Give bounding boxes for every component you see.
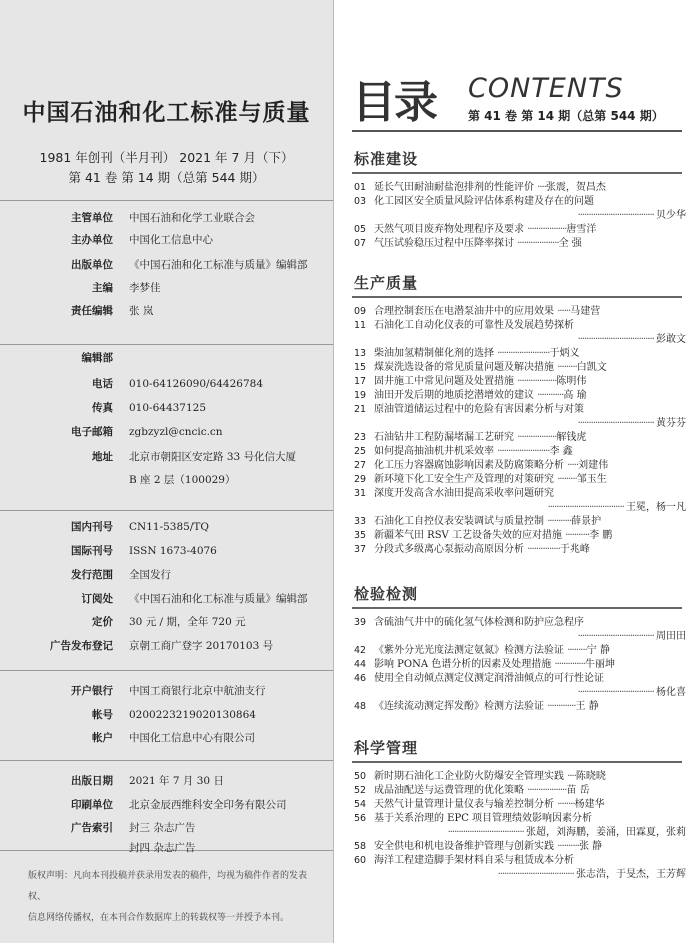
toc-entry[interactable] xyxy=(354,770,686,784)
info-row xyxy=(0,543,333,559)
leader-dots: ············ xyxy=(537,390,564,401)
article-title: 石油钻井工程防漏堵漏工艺研究 xyxy=(374,432,518,443)
info-label: 国际刊号 xyxy=(71,545,113,557)
info-row xyxy=(0,638,333,654)
leader-dots: ··································· xyxy=(577,687,656,698)
article-author: 张震，贺昌杰 xyxy=(545,182,606,193)
info-row xyxy=(0,472,333,488)
article-title: 海洋工程建造脚手架材料自采与租赁成本分析 xyxy=(374,855,574,866)
article-author: 苗 岳 xyxy=(566,785,590,796)
page-number: 09 xyxy=(354,306,367,317)
toc-entry[interactable] xyxy=(354,431,686,445)
toc-entry[interactable] xyxy=(354,181,686,195)
article-author: 解钱虎 xyxy=(556,432,587,443)
divider xyxy=(333,0,334,943)
notice-line: 信息网络传播权，在本刊合作数据库上的转载权等一并授予本刊。 xyxy=(28,913,290,923)
info-label: 出版单位 xyxy=(71,259,113,271)
leader-dots: ·········· xyxy=(557,841,579,852)
article-author: 邹玉生 xyxy=(576,474,607,485)
info-value: CN11-5385/TQ xyxy=(129,521,210,533)
info-value: 李梦佳 xyxy=(129,282,161,294)
toc-entry[interactable] xyxy=(354,319,686,333)
page-number: 17 xyxy=(354,376,367,387)
info-row xyxy=(0,280,333,296)
leader-dots: ··············· xyxy=(527,544,560,555)
page-number: 44 xyxy=(354,659,367,670)
info-row xyxy=(0,567,333,583)
info-label: 电话 xyxy=(92,378,113,390)
info-row xyxy=(0,257,333,273)
article-author-line xyxy=(578,417,686,431)
divider xyxy=(0,670,333,671)
article-author: 张志浩，于旻杰，王芳辉 xyxy=(576,869,686,880)
toc-entry[interactable] xyxy=(354,798,686,812)
leader-dots: ··································· xyxy=(577,631,656,642)
article-author: 宁 静 xyxy=(586,645,610,656)
leader-dots: ·················· xyxy=(527,224,567,235)
article-author: 全 强 xyxy=(558,238,582,249)
article-author: 牛丽坤 xyxy=(584,659,615,670)
toc-entry[interactable] xyxy=(354,195,686,209)
article-author: 周田田 xyxy=(656,631,686,642)
article-author: 王 静 xyxy=(575,701,599,712)
leader-dots: ··································· xyxy=(577,418,656,429)
page-number: 23 xyxy=(354,432,367,443)
article-title: 影响 PONA 色谱分析的因素及处理措施 xyxy=(374,659,555,670)
article-title: 《紫外分光光度法测定氨氮》检测方法验证 xyxy=(374,645,568,656)
leader-dots: ···· xyxy=(537,182,546,193)
article-title: 化工园区安全质量风险评估体系构建及存在的问题 xyxy=(374,196,594,207)
leader-dots: ··········· xyxy=(565,530,590,541)
article-title: 新疆苯气田 RSV 工艺设备失效的应对措施 xyxy=(374,530,566,541)
article-author: 于炳义 xyxy=(549,348,580,359)
info-row xyxy=(0,797,333,813)
page-number: 27 xyxy=(354,460,367,471)
article-author-line xyxy=(578,686,686,700)
leader-dots: ······ xyxy=(557,306,571,317)
leader-dots: ··································· xyxy=(497,869,576,880)
article-title: 原油管道储运过程中的危险有害因素分析与对策 xyxy=(374,404,584,415)
toc-entry[interactable] xyxy=(354,473,686,487)
article-author-line xyxy=(448,826,686,840)
toc-entry[interactable] xyxy=(354,672,686,686)
publication-line-1: 1981 年创刊（半月刊） 2021 年 7 月（下） xyxy=(39,150,294,165)
info-value: 中国化工信息中心 xyxy=(129,234,213,246)
info-row xyxy=(0,820,333,836)
info-value: 0200223219020130864 xyxy=(129,709,256,721)
article-author-line xyxy=(578,630,686,644)
page-number: 03 xyxy=(354,196,367,207)
page-number: 05 xyxy=(354,224,367,235)
info-value: 张 岚 xyxy=(129,305,154,317)
divider xyxy=(0,200,333,201)
article-author: 贝少华 xyxy=(656,210,686,221)
article-author: 白凯文 xyxy=(576,362,607,373)
article-title: 柴油加氢精制催化剂的选择 xyxy=(374,348,498,359)
leader-dots: ··································· xyxy=(447,827,526,838)
page-number: 35 xyxy=(354,530,367,541)
article-title: 含硫油气井中的硫化氢气体检测和防护应急程序 xyxy=(374,617,584,628)
leader-dots: ·················· xyxy=(527,785,567,796)
toc-entry[interactable] xyxy=(354,375,686,389)
info-label: 主管单位 xyxy=(71,212,113,224)
toc-entry[interactable] xyxy=(354,389,686,403)
article-author: 高 瑜 xyxy=(563,390,587,401)
info-label: 帐户 xyxy=(92,732,113,744)
toc-entry[interactable] xyxy=(354,854,686,868)
article-title: 新时期石油化工企业防火防爆安全管理实践 xyxy=(374,771,568,782)
page-number: 52 xyxy=(354,785,367,796)
leader-dots: ························ xyxy=(497,348,550,359)
section-title: 科学管理 xyxy=(354,739,419,757)
page-number: 56 xyxy=(354,813,367,824)
info-label: 出版日期 xyxy=(71,775,113,787)
leader-dots: ·············· xyxy=(554,659,585,670)
page-number: 11 xyxy=(354,320,367,331)
toc-entry[interactable] xyxy=(354,543,686,557)
section-divider xyxy=(352,172,682,174)
page-number: 58 xyxy=(354,841,367,852)
article-title: 天然气计量管理计量仪表与输差控制分析 xyxy=(374,799,558,810)
info-label: 帐号 xyxy=(92,709,113,721)
toc-entry[interactable] xyxy=(354,784,686,798)
info-value: 中国化工信息中心有限公司 xyxy=(129,732,255,744)
info-value: 北京市朝阳区安定路 33 号化信大厦 xyxy=(129,451,297,463)
info-label: 地址 xyxy=(92,451,113,463)
leader-dots: ···· xyxy=(567,771,576,782)
info-label: 电子邮箱 xyxy=(71,426,113,438)
info-value: 北京金辰西维科安全印务有限公司 xyxy=(129,799,287,811)
page-number: 31 xyxy=(354,488,367,499)
article-title: 气压试验稳压过程中压降率探讨 xyxy=(374,238,518,249)
article-author: 刘建伟 xyxy=(578,460,609,471)
magazine-title: 中国石油和化工标准与质量 xyxy=(22,99,311,126)
toc-entry[interactable] xyxy=(354,616,686,630)
section-divider xyxy=(352,296,682,298)
toc-entry[interactable] xyxy=(354,223,686,237)
page-number: 01 xyxy=(354,182,367,193)
page-number: 46 xyxy=(354,673,367,684)
leader-dots: ··································· xyxy=(547,502,626,513)
info-label: 广告发布登记 xyxy=(50,640,113,652)
article-author-line xyxy=(578,209,686,223)
article-title: 合理控制套压在电潜泵油井中的应用效果 xyxy=(374,306,558,317)
leader-dots: ·················· xyxy=(517,376,557,387)
info-label: 开户银行 xyxy=(71,685,113,697)
info-label: 印刷单位 xyxy=(71,799,113,811)
page-number: 07 xyxy=(354,238,367,249)
info-label: 编辑部 xyxy=(81,352,113,364)
toc-heading: 目录 xyxy=(352,77,436,128)
article-author: 李 鹏 xyxy=(589,530,613,541)
page-number: 50 xyxy=(354,771,367,782)
info-row xyxy=(0,350,333,366)
article-title: 油田开发后期的地质挖潜增效的建议 xyxy=(374,390,538,401)
leader-dots: ········· xyxy=(557,362,577,373)
info-value: B 座 2 层（100029） xyxy=(129,474,236,486)
toc-entry[interactable] xyxy=(354,237,686,251)
info-value: 《中国石油和化工标准与质量》编辑部 xyxy=(129,259,308,271)
info-label: 传真 xyxy=(92,402,113,414)
toc-entry[interactable] xyxy=(354,700,686,714)
divider xyxy=(0,760,333,761)
section-divider xyxy=(352,761,682,763)
article-title: 天然气项目废弃物处理程序及要求 xyxy=(374,224,528,235)
article-title: 化工压力容器腐蚀影响因素及防腐策略分析 xyxy=(374,460,568,471)
info-row xyxy=(0,683,333,699)
article-title: 基于关系治理的 EPC 项目管理绩效影响因素分析 xyxy=(374,813,593,824)
article-author: 王冕，杨一凡 xyxy=(626,502,686,513)
page-number: 29 xyxy=(354,474,367,485)
article-title: 分段式多级离心泵振动高原因分析 xyxy=(374,544,528,555)
info-label: 订阅处 xyxy=(81,593,113,605)
info-value: 2021 年 7 月 30 日 xyxy=(129,775,224,787)
page-number: 54 xyxy=(354,799,367,810)
article-title: 固井施工中常见问题及处置措施 xyxy=(374,376,518,387)
article-author: 马建营 xyxy=(570,306,601,317)
info-label: 发行范围 xyxy=(71,569,113,581)
article-author: 唐雪洋 xyxy=(566,224,597,235)
toc-entry[interactable] xyxy=(354,487,686,501)
leader-dots: ··········· xyxy=(547,516,572,527)
toc-entry[interactable] xyxy=(354,361,686,375)
info-label: 主编 xyxy=(92,282,113,294)
leader-dots: ············· xyxy=(547,701,576,712)
toc-entry[interactable] xyxy=(354,515,686,529)
info-value: ISSN 1673-4076 xyxy=(129,545,217,557)
page-number: 37 xyxy=(354,544,367,555)
toc-entry[interactable] xyxy=(354,644,686,658)
section-title: 标准建设 xyxy=(354,150,419,168)
toc-entry[interactable] xyxy=(354,658,686,672)
notice-line: 版权声明：凡向本刊投稿并获录用发表的稿件，均视为稿件作者的发表权、 xyxy=(28,871,308,902)
info-row xyxy=(0,840,333,856)
toc-entry[interactable] xyxy=(354,403,686,417)
info-row xyxy=(0,614,333,630)
info-row xyxy=(0,773,333,789)
info-value: 封三 杂志广告 xyxy=(129,822,196,834)
article-author: 彭敢文 xyxy=(656,334,686,345)
article-author: 陈晓晓 xyxy=(575,771,606,782)
toc-entry[interactable] xyxy=(354,305,686,319)
leader-dots: ········ xyxy=(557,799,575,810)
page-number: 15 xyxy=(354,362,367,373)
leader-dots: ························ xyxy=(497,446,550,457)
info-label: 责任编辑 xyxy=(71,305,113,317)
toc-entry[interactable] xyxy=(354,459,686,473)
article-author-line xyxy=(548,501,686,515)
section-divider xyxy=(352,607,682,609)
page-number: 33 xyxy=(354,516,367,527)
info-label: 国内刊号 xyxy=(71,521,113,533)
article-title: 深度开发高含水油田提高采收率问题研究 xyxy=(374,488,554,499)
info-row xyxy=(0,210,333,226)
page-number: 13 xyxy=(354,348,367,359)
article-title: 石油化工自动化仪表的可靠性及发展趋势探析 xyxy=(374,320,574,331)
leader-dots: ··································· xyxy=(577,210,656,221)
info-value: 010-64437125 xyxy=(129,402,207,414)
article-author-line xyxy=(498,868,686,882)
info-row xyxy=(0,232,333,248)
article-title: 新环境下化工安全生产及管理的对策研究 xyxy=(374,474,558,485)
page-number: 25 xyxy=(354,446,367,457)
info-row xyxy=(0,591,333,607)
article-title: 《连续流动测定挥发酚》检测方法验证 xyxy=(374,701,548,712)
leader-dots: ········· xyxy=(557,474,577,485)
divider xyxy=(0,344,333,345)
page-number: 39 xyxy=(354,617,367,628)
copyright-notice xyxy=(28,866,318,929)
article-title: 使用全自动倾点测定仪测定润滑油倾点的可行性论证 xyxy=(374,673,604,684)
toc-entry[interactable] xyxy=(354,347,686,361)
info-row xyxy=(0,303,333,319)
article-title: 成品油配送与运费管理的优化策略 xyxy=(374,785,528,796)
article-author: 黄芬芬 xyxy=(656,418,686,429)
publication-line-2: 第 41 卷 第 14 期（总第 544 期） xyxy=(68,170,265,185)
article-author: 杨建华 xyxy=(574,799,605,810)
info-label: 定价 xyxy=(92,616,113,628)
toc-issue: 第 41 卷 第 14 期（总第 544 期） xyxy=(468,109,664,123)
info-value: 010-64126090/64426784 xyxy=(129,378,264,390)
article-author: 于兆峰 xyxy=(559,544,590,555)
article-title: 石油化工自控仪表安装调试与质量控制 xyxy=(374,516,548,527)
info-value: 京朝工商广登字 20170103 号 xyxy=(129,640,274,652)
article-author-line xyxy=(578,333,686,347)
info-row xyxy=(0,730,333,746)
article-title: 煤炭洗选设备的常见质量问题及解决措施 xyxy=(374,362,558,373)
leader-dots: ·················· xyxy=(517,432,557,443)
info-label: 广告索引 xyxy=(71,822,113,834)
toc-entry[interactable] xyxy=(354,840,686,854)
page-number: 19 xyxy=(354,390,367,401)
info-value: zgbzyzl@cncic.cn xyxy=(129,426,223,438)
toc-heading-en: CONTENTS xyxy=(468,73,624,104)
page-number: 48 xyxy=(354,701,367,712)
info-value: 中国工商银行北京中航油支行 xyxy=(129,685,266,697)
page-number: 60 xyxy=(354,855,367,866)
info-row xyxy=(0,449,333,465)
article-title: 如何提高抽油机井机采效率 xyxy=(374,446,498,457)
leader-dots: ··································· xyxy=(577,334,656,345)
section-title: 生产质量 xyxy=(354,274,419,292)
info-value: 30 元 / 期，全年 720 元 xyxy=(129,616,246,628)
leader-dots: ····· xyxy=(567,460,579,471)
article-author: 张 静 xyxy=(578,841,603,852)
article-title: 延长气田耐油耐盐泡排剂的性能评价 xyxy=(374,182,538,193)
article-author: 陈明伟 xyxy=(556,376,587,387)
divider xyxy=(0,510,333,511)
info-row xyxy=(0,400,333,416)
info-row xyxy=(0,424,333,440)
article-author: 薛景护 xyxy=(571,516,602,527)
leader-dots: ··················· xyxy=(517,238,559,249)
info-label: 主办单位 xyxy=(71,234,113,246)
leader-dots: ········· xyxy=(567,645,587,656)
info-value: 中国石油和化学工业联合会 xyxy=(129,212,255,224)
article-title: 安全供电和机电设备维护管理与创新实践 xyxy=(374,841,558,852)
toc-entry[interactable] xyxy=(354,529,686,543)
section-title: 检验检测 xyxy=(354,585,419,603)
divider xyxy=(352,130,682,132)
info-value: 全国发行 xyxy=(129,569,171,581)
info-row xyxy=(0,519,333,535)
info-row xyxy=(0,376,333,392)
toc-entry[interactable] xyxy=(354,812,686,826)
page-number: 21 xyxy=(354,404,367,415)
toc-entry[interactable] xyxy=(354,445,686,459)
article-author: 杨化喜 xyxy=(656,687,686,698)
info-row xyxy=(0,707,333,723)
info-value: 封四 杂志广告 xyxy=(129,842,196,854)
page-number: 42 xyxy=(354,645,367,656)
info-value: 《中国石油和化工标准与质量》编辑部 xyxy=(129,593,308,605)
article-author: 张超，刘海鹏，姜涌，田霖夏，张莉 xyxy=(526,827,686,838)
article-author: 李 鑫 xyxy=(549,446,573,457)
